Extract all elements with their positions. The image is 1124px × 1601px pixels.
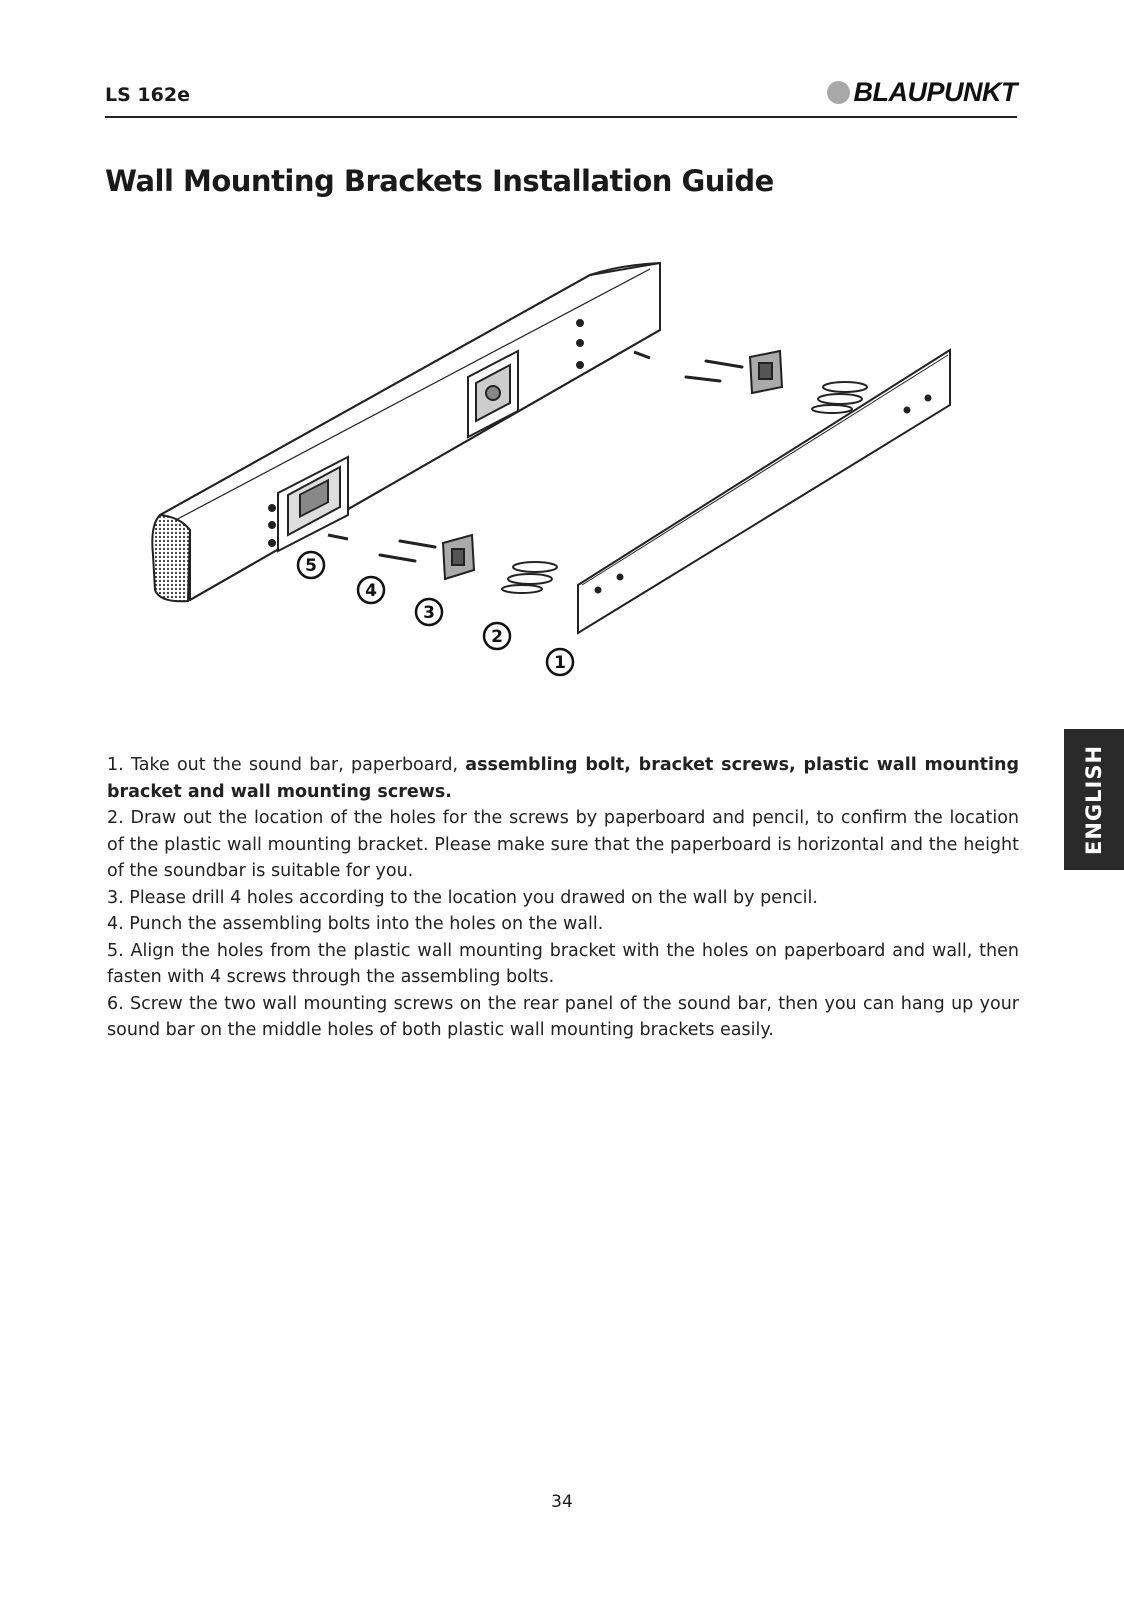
page-title: Wall Mounting Brackets Installation Guide	[105, 164, 774, 198]
wall-mounting-screw-left	[328, 535, 348, 539]
installation-diagram	[150, 255, 990, 705]
instruction-step-6: 6. Screw the two wall mounting screws on the rear panel of the sound bar, then you can hang up your sound bar on the middle holes of both plastic wall mounting brackets easily.	[107, 993, 1019, 1040]
part-number-5: 5	[305, 556, 317, 576]
page-header	[105, 76, 1017, 118]
wall-mounting-screw-right	[634, 352, 650, 358]
part-number-3: 3	[423, 603, 435, 623]
part-number-1: 1	[554, 653, 566, 673]
assembling-bolts-left	[502, 562, 557, 593]
page-number: 34	[551, 1492, 573, 1512]
instruction-step-5: 5. Align the holes from the plastic wall mounting bracket with the holes on paperboard and wall, then fasten with 4 screws through the assembling bolts.	[107, 940, 1019, 987]
sound-bar	[152, 263, 660, 601]
instruction-step-1-bold: assembling bolt, bracket screws, plastic wall mounting bracket and wall mounting screws.	[107, 755, 1020, 802]
bracket-screws-left	[380, 541, 435, 561]
plastic-bracket-right	[750, 351, 782, 393]
bracket-screws-right	[686, 361, 742, 381]
brand-name: BLAUPUNKT	[853, 76, 1017, 107]
instruction-step-4: 4. Punch the assembling bolts into the holes on the wall.	[107, 914, 604, 934]
model-name: LS 162e	[105, 84, 190, 106]
part-number-2: 2	[491, 627, 503, 647]
brand-logo	[827, 78, 1018, 106]
part-number-4: 4	[365, 581, 377, 601]
plastic-bracket-left	[443, 535, 474, 579]
instruction-list	[107, 752, 1019, 1044]
brand-dot-icon	[827, 81, 850, 104]
language-tab-label: ENGLISH	[1082, 744, 1106, 855]
instruction-step-1: 1. Take out the sound bar, paperboard, assembling bolt, bracket screws, plastic wall mounting bracket and wall mounting screws.	[107, 755, 1020, 802]
paperboard	[578, 350, 950, 633]
instruction-step-3: 3. Please drill 4 holes according to the location you drawed on the wall by pencil.	[107, 887, 818, 908]
instruction-step-2: 2. Draw out the location of the holes for the screws by paperboard and pencil, to confirm the location of the plastic wall mounting bracket. Please make sure that the paperboard is horizontal and the height of the soundbar is suitable for you.	[107, 808, 1019, 881]
language-tab	[1064, 729, 1124, 870]
